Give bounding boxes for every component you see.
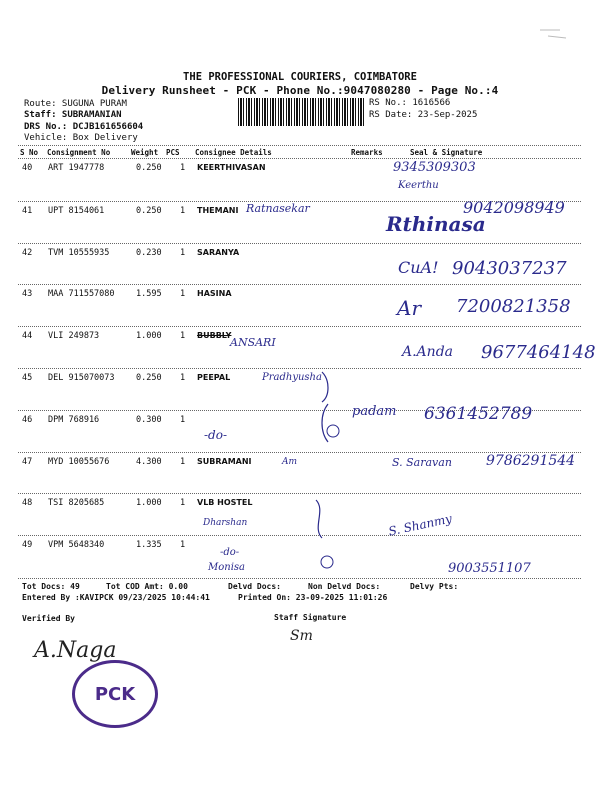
- cell-sno: 47: [22, 457, 33, 467]
- handwriting-r46-name: padam: [352, 404, 397, 419]
- cell-pcs: 1: [180, 163, 186, 173]
- cell-weight: 0.250: [136, 163, 162, 173]
- cell-sno: 44: [22, 331, 33, 341]
- non-delivered-docs: Non Delvd Docs:: [308, 582, 381, 591]
- cell-sno: 48: [22, 498, 33, 508]
- staff-signature-label: Staff Signature: [274, 613, 347, 622]
- cell-consignee: VLB HOSTEL: [197, 498, 253, 507]
- handwriting-r47-phone: 9786291544: [486, 453, 576, 469]
- cell-consignment: UPT 8154061: [48, 206, 105, 216]
- cell-pcs: 1: [180, 540, 186, 550]
- circled-2: [327, 425, 339, 437]
- cell-weight: 1.000: [136, 498, 162, 508]
- header-consignment: Consignment No: [47, 148, 111, 157]
- bracket-r46: [322, 404, 328, 442]
- cell-weight: 0.300: [136, 415, 162, 425]
- handwriting-r40-name: Keerthu: [398, 180, 439, 191]
- total-cod: Tot COD Amt: 0.00: [106, 582, 188, 591]
- handwriting-r44-name: ANSARI: [230, 336, 276, 349]
- cell-weight: 0.250: [136, 373, 162, 383]
- handwriting-r45-name: Pradhyusha: [262, 372, 322, 383]
- handwriting-r47-am: Am: [282, 457, 298, 467]
- cell-weight: 1.595: [136, 289, 162, 299]
- runsheet-subtitle: Delivery Runsheet - PCK - Phone No.:9047080280 - Page No.:4: [101, 84, 499, 97]
- staff-signature: Sm: [290, 628, 313, 644]
- cell-consignee: THEMANI: [197, 206, 239, 215]
- cell-sno: 40: [22, 163, 33, 173]
- header-sno: S No: [20, 148, 39, 157]
- handwriting-r47-name: S. Saravan: [392, 456, 452, 469]
- cell-consignee: PEEPAL: [197, 373, 231, 382]
- pck-stamp: PCK: [72, 660, 158, 728]
- cell-consignment: VLI 249873: [48, 331, 100, 341]
- cell-consignment: MYD 10055676: [48, 457, 110, 467]
- vehicle-text: Vehicle: Box Delivery: [24, 133, 138, 143]
- cell-sno: 41: [22, 206, 33, 216]
- verified-signature: A.Naga: [34, 638, 117, 663]
- handwriting-r49-signature: S. Shanmy: [387, 511, 454, 539]
- cell-sno: 46: [22, 415, 33, 425]
- cell-pcs: 1: [180, 331, 186, 341]
- handwriting-r49-name: Monisa: [208, 562, 245, 573]
- handwriting-r43-signature: Ar: [397, 296, 422, 320]
- cell-pcs: 1: [180, 373, 186, 383]
- cell-pcs: 1: [180, 498, 186, 508]
- cell-consignee: KEERTHIVASAN: [197, 163, 266, 172]
- cell-sno: 42: [22, 248, 33, 258]
- cell-pcs: 1: [180, 457, 186, 467]
- bracket-r45: [322, 372, 328, 402]
- handwriting-r46-ditto: -do-: [204, 428, 228, 442]
- drs-number: DRS No.: DCJB161656604: [24, 122, 144, 132]
- handwriting-r48-name: Dharshan: [203, 518, 248, 528]
- corner-scribble: [540, 30, 566, 38]
- cell-pcs: 1: [180, 289, 186, 299]
- header-seal-signature: Seal & Signature: [410, 148, 483, 157]
- cell-sno: 49: [22, 540, 33, 550]
- handwriting-r44-phone: 9677464148: [481, 342, 596, 363]
- cell-consignment: TSI 8205685: [48, 498, 105, 508]
- handwriting-r46-phone: 6361452789: [424, 404, 533, 424]
- cell-weight: 1.000: [136, 331, 162, 341]
- cell-weight: 1.335: [136, 540, 162, 550]
- cell-sno: 43: [22, 289, 33, 299]
- header-consignee: Consignee Details: [195, 148, 272, 157]
- cell-consignment: DEL 915070073: [48, 373, 115, 383]
- cell-sno: 45: [22, 373, 33, 383]
- handwriting-r49-ditto: -do-: [220, 547, 240, 558]
- cell-weight: 0.250: [136, 206, 162, 216]
- delivery-points: Delvy Pts:: [410, 582, 459, 591]
- header-weight: Weight: [131, 148, 159, 157]
- verified-by-label: Verified By: [22, 614, 75, 623]
- cell-consignment: MAA 711557080: [48, 289, 115, 299]
- staff-text: Staff: SUBRAMANIAN: [24, 110, 122, 120]
- cell-pcs: 1: [180, 415, 186, 425]
- cell-consignment: DPM 768916: [48, 415, 100, 425]
- bracket-r48: [316, 500, 322, 538]
- rs-number: RS No.: 1616566: [369, 98, 451, 108]
- handwriting-r44-signature: A.Anda: [402, 344, 453, 360]
- handwriting-r41-signature: Rthinasa: [386, 212, 486, 236]
- total-docs: Tot Docs: 49: [22, 582, 80, 591]
- route-text: Route: SUGUNA PURAM: [24, 99, 127, 109]
- footer-rule: [18, 578, 581, 579]
- cell-weight: 0.230: [136, 248, 162, 258]
- entered-by: Entered By :KAVIPCK 09/23/2025 10:44:41: [22, 593, 210, 602]
- cell-consignee: SARANYA: [197, 248, 240, 257]
- header-remarks: Remarks: [351, 148, 383, 157]
- handwriting-r43-phone: 7200821358: [456, 296, 571, 317]
- handwriting-r41-phone: 9042098949: [463, 198, 565, 217]
- company-title: THE PROFESSIONAL COURIERS, COIMBATORE: [183, 71, 417, 83]
- handwriting-r41-name: Ratnasekar: [246, 202, 310, 215]
- delivered-docs: Delvd Docs:: [228, 582, 281, 591]
- handwriting-r40-phone: 9345309303: [393, 160, 476, 175]
- cell-consignment: TVM 10555935: [48, 248, 110, 258]
- header-pcs: PCS: [166, 148, 180, 157]
- printed-on: Printed On: 23-09-2025 11:01:26: [238, 593, 388, 602]
- cell-consignee: SUBRAMANI: [197, 457, 252, 466]
- circled-3: [321, 556, 333, 568]
- cell-pcs: 1: [180, 248, 186, 258]
- handwriting-r42-phone: 9043037237: [452, 258, 567, 279]
- handwriting-r49-phone: 9003551107: [448, 561, 531, 576]
- cell-consignee: HASINA: [197, 289, 232, 298]
- cell-consignment: VPM 5648340: [48, 540, 105, 550]
- cell-consignment: ART 1947778: [48, 163, 105, 173]
- cell-weight: 4.300: [136, 457, 162, 467]
- cell-consignee: BUBBLY: [197, 331, 232, 340]
- handwriting-r42-signature: CuA!: [398, 258, 439, 277]
- cell-pcs: 1: [180, 206, 186, 216]
- rs-date: RS Date: 23-Sep-2025: [369, 110, 478, 120]
